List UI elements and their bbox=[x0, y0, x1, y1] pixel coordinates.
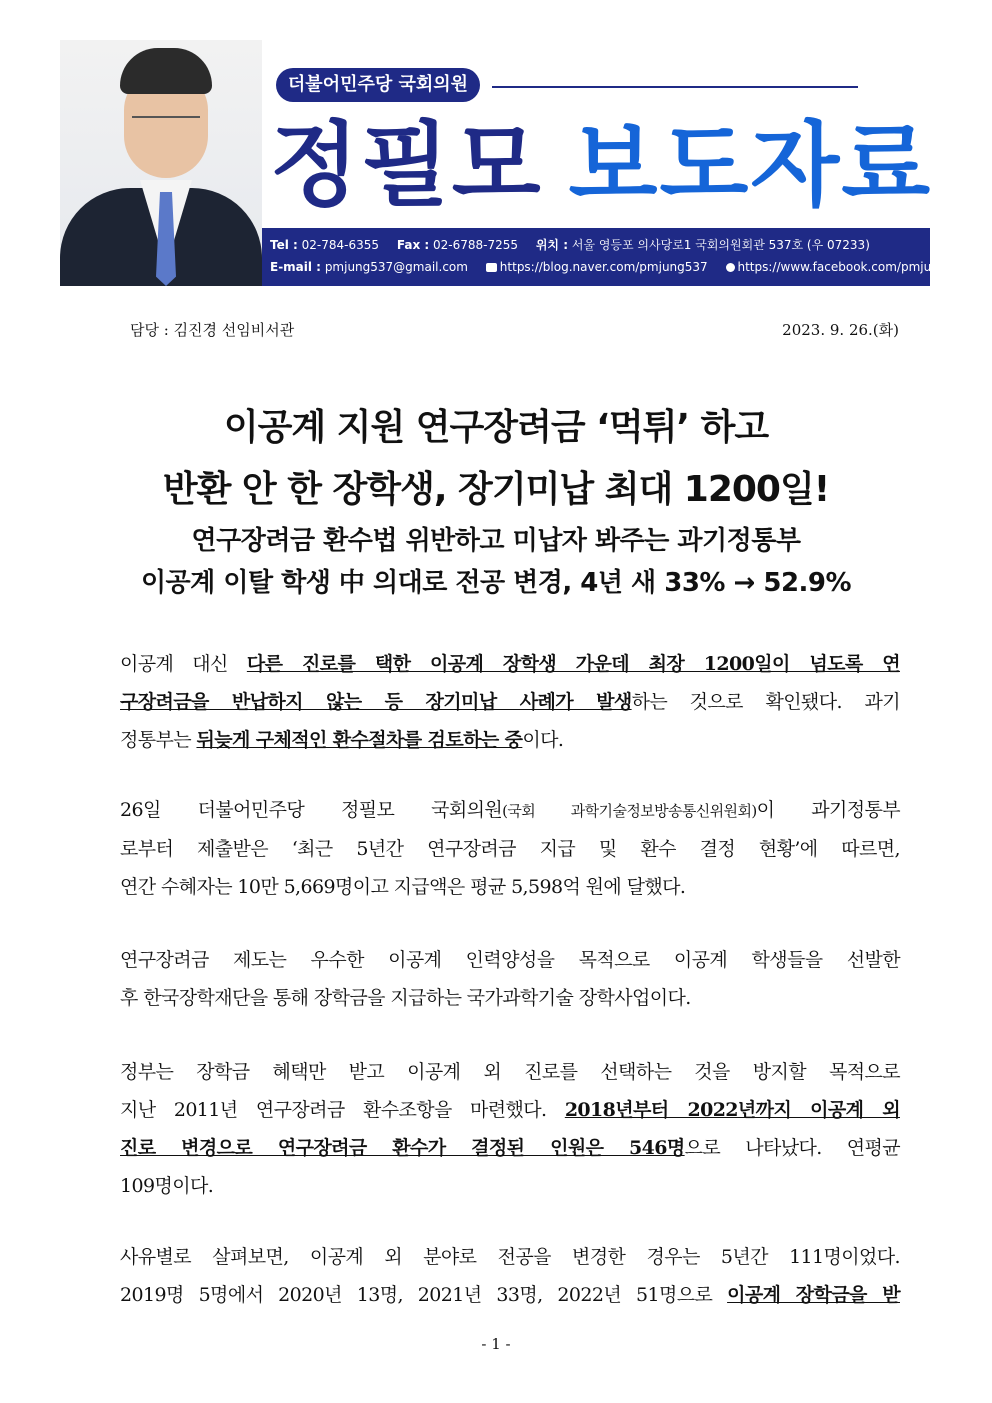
text-run: 이 과기정통부 bbox=[756, 799, 900, 821]
email-label: E-mail : bbox=[270, 260, 321, 274]
blog-chat-icon bbox=[486, 263, 497, 272]
fax-value: 02-6788-7255 bbox=[433, 238, 519, 252]
paragraph-5 bbox=[120, 1238, 900, 1314]
paragraph-line: 정부는 장학금 혜택만 받고 이공계 외 진로를 선택하는 것을 방지할 목적으로 bbox=[120, 1061, 900, 1083]
text-run: 하는 것으로 확인됐다. 과기 bbox=[631, 691, 900, 713]
press-release-banner bbox=[60, 40, 970, 286]
text-run: 2019명 5명에서 2020년 13명, 2021년 33명, 2022년 51명으로 bbox=[120, 1284, 728, 1306]
emphasis-text: 진로 변경으로 연구장려금 환수가 결정된 인원은 546명 bbox=[120, 1137, 685, 1159]
fax-label: Fax : bbox=[396, 238, 430, 252]
page-number: - 1 - bbox=[481, 1335, 511, 1353]
text-run: 지난 2011년 연구장려금 환수조항을 마련했다. bbox=[120, 1099, 565, 1121]
headline-line-2: 반환 안 한 장학생, 장기미납 최대 1200일! bbox=[162, 469, 830, 510]
paragraph-line bbox=[120, 645, 900, 683]
location-value: 서울 영등포 의사당로1 국회의원회관 537호 (우 07233) bbox=[571, 238, 870, 252]
paragraph-2 bbox=[120, 791, 900, 906]
emphasis-text: 이공계 장학금을 받 bbox=[727, 1284, 900, 1306]
paragraph-4 bbox=[120, 1053, 900, 1205]
contact-bar bbox=[262, 228, 970, 286]
text-run: 26일 더불어민주당 정필모 국회의원 bbox=[120, 799, 503, 821]
paragraph-3 bbox=[120, 941, 900, 1017]
paragraph-line bbox=[120, 791, 900, 830]
banner-title bbox=[270, 110, 932, 222]
text-run: 이공계 대신 bbox=[120, 653, 247, 675]
emphasis-text: 뒤늦게 구체적인 환수절차를 검토하는 중 bbox=[196, 729, 523, 751]
emphasis-text: 구장려금을 반납하지 않는 등 장기미납 사례가 발생 bbox=[120, 691, 632, 713]
facebook-link[interactable]: https://www.facebook.com/pmjung537 bbox=[737, 260, 970, 274]
staff-contact: 담당 : 김진경 선임비서관 bbox=[130, 321, 295, 339]
contact-row-phone bbox=[270, 236, 870, 253]
paragraph-line bbox=[120, 1091, 900, 1129]
lawmaker-photo bbox=[60, 40, 262, 286]
committee-note: (국회 과학기술정보방송통신위원회) bbox=[502, 802, 757, 820]
blog-link[interactable]: https://blog.naver.com/pmjung537 bbox=[499, 260, 708, 274]
paragraph-line: 후 한국장학재단을 통해 장학금을 지급하는 국가과학기술 장학사업이다. bbox=[120, 987, 691, 1009]
emphasis-text: 2018년부터 2022년까지 이공계 외 bbox=[564, 1099, 900, 1121]
text-run: 정통부는 bbox=[120, 729, 197, 751]
email-value: pmjung537@gmail.com bbox=[324, 260, 468, 274]
paragraph-line: 109명이다. bbox=[120, 1175, 214, 1197]
paragraph-line bbox=[120, 1129, 900, 1167]
text-run: 으로 나타났다. 연평균 bbox=[684, 1137, 900, 1159]
release-date: 2023. 9. 26.(화) bbox=[782, 321, 899, 339]
paragraph-line: 연구장려금 제도는 우수한 이공계 인력양성을 목적으로 이공계 학생들을 선발한 bbox=[120, 949, 900, 971]
location-label: 위치 : bbox=[535, 238, 569, 252]
paragraph-line bbox=[120, 683, 900, 721]
facebook-icon bbox=[726, 263, 735, 272]
subheadline-line-2: 이공계 이탈 학생 中 의대로 전공 변경, 4년 새 33% → 52.9% bbox=[140, 568, 852, 598]
text-run: 이다. bbox=[522, 729, 564, 751]
paragraph-line: 사유별로 살펴보면, 이공계 외 분야로 전공을 변경한 경우는 5년간 111명이었다. bbox=[120, 1246, 900, 1268]
headline-line-1: 이공계 지원 연구장려금 ‘먹튀’ 하고 bbox=[223, 407, 769, 448]
tel-value: 02-784-6355 bbox=[301, 238, 380, 252]
paragraph-line: 연간 수혜자는 10만 5,669명이고 지급액은 평균 5,598억 원에 달했다. bbox=[120, 876, 686, 898]
paragraph-line bbox=[120, 721, 900, 759]
lawmaker-name: 정필모 bbox=[270, 112, 543, 219]
paragraph-1 bbox=[120, 645, 900, 759]
paragraph-line bbox=[120, 1276, 900, 1314]
contact-row-online bbox=[270, 260, 969, 274]
paragraph-line: 로부터 제출받은 ‘최근 5년간 연구장려금 지급 및 환수 결정 현황’에 따르면, bbox=[120, 838, 900, 860]
press-release-title: 보도자료 bbox=[568, 112, 933, 219]
subheadline-line-1: 연구장려금 환수법 위반하고 미납자 봐주는 과기정통부 bbox=[191, 526, 801, 556]
header-divider bbox=[492, 86, 858, 88]
party-label: 더불어민주당 국회의원 bbox=[276, 68, 480, 102]
emphasis-text: 다른 진로를 택한 이공계 장학생 가운데 최장 1200일이 넘도록 연 bbox=[246, 653, 900, 675]
tel-label: Tel : bbox=[270, 238, 298, 252]
